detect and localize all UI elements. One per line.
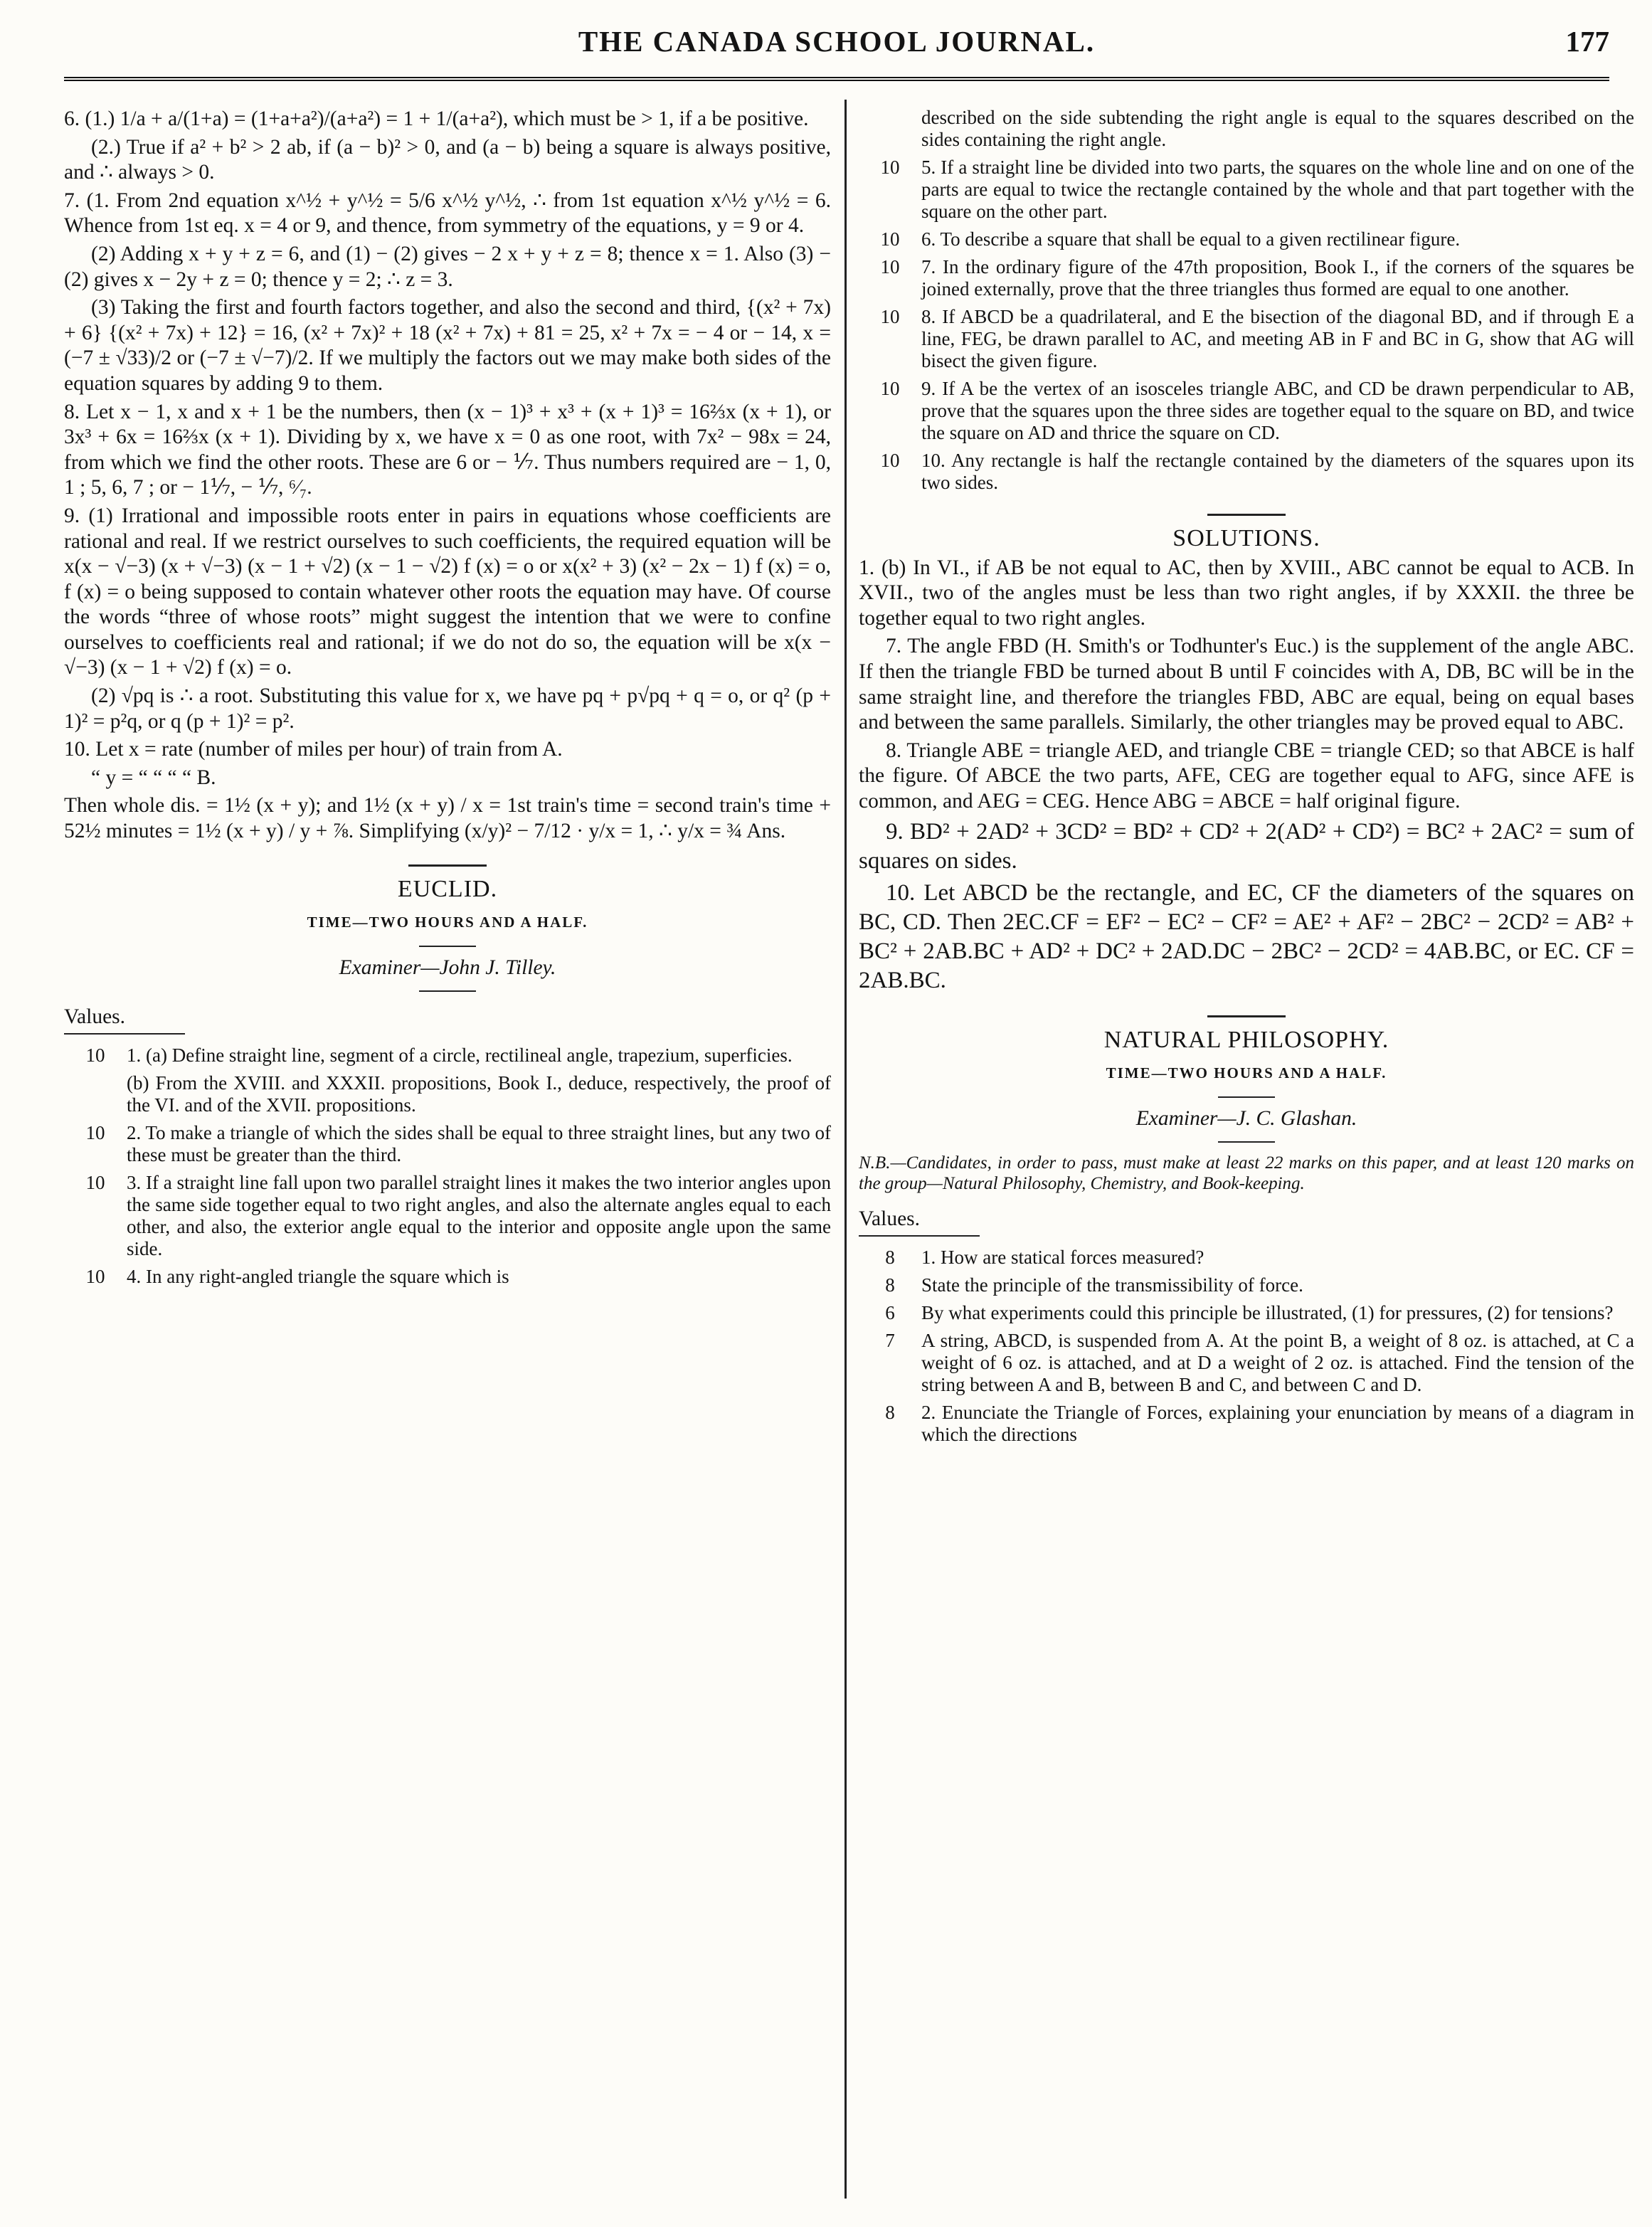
answer-9-2: (2) √pq is ∴ a root. Substituting this value for x, we have pq + p√pq + q = o, or q² (p + 1)² = p²q, or q (p + 1)² = p². xyxy=(64,684,831,733)
euclid-question xyxy=(64,1072,831,1116)
marks-value: 10 xyxy=(880,228,900,250)
marks-value: 10 xyxy=(85,1122,105,1143)
marks-value: 8 xyxy=(885,1246,895,1268)
left-column xyxy=(64,107,831,1294)
page-number: 177 xyxy=(1565,25,1609,58)
question-text: 1. How are statical forces measured? xyxy=(921,1246,1204,1268)
values-rule xyxy=(859,1235,980,1237)
euclid-title: EUCLID. xyxy=(64,864,831,902)
marks-value: 10 xyxy=(880,157,900,178)
header-rule xyxy=(64,77,1609,81)
marks-value: 8 xyxy=(885,1401,895,1423)
question-text: By what experiments could this principle be illustrated, (1) for pressures, (2) for tensions? xyxy=(921,1301,1614,1323)
euclid-time: TIME—TWO HOURS AND A HALF. xyxy=(64,910,831,947)
question-text: described on the side subtending the right angle is equal to the squares described on the sides containing the right angle. xyxy=(921,107,1634,150)
question-text: 6. To describe a square that shall be equal to a given rectilinear figure. xyxy=(921,228,1461,250)
question-text: (b) From the XVIII. and XXXII. propositions, Book I., deduce, respectively, the proof of the VI. and of the XVII. propositions. xyxy=(127,1072,831,1116)
answer-9-1: 9. (1) Irrational and impossible roots enter in pairs in equations whose coefficients are rational and real. If we restrict ourselves to such coefficients, the required equation will be x(x − √−3) (x + √−3) (x − 1 + √2) (x − 1 − √2) f (x) = o or x(x² + 3) (x² − 2x − 1) f (x) = o, f (x) = o being supposed to contain whatever other roots the equation may have. Of course the words “three of whose roots” might suggest the intention that we were to confine ourselves to coefficients real and rational; if we do not do so, the equation will be x(x − √−3) (x − 1 + √2) f (x) = o. xyxy=(64,504,831,679)
answer-7-1: 7. (1. From 2nd equation x^½ + y^½ = 5/6 x^½ y^½, ∴ from 1st equation x^½ y^½ = 6. Whence from 1st eq. x = 4 or 9, and thence, from symmetry of the equations, y = 9 or 4. xyxy=(64,189,831,238)
euclid-values-label: Values. xyxy=(64,1005,126,1029)
marks-value: 10 xyxy=(880,378,900,399)
question-text: State the principle of the transmissibility of force. xyxy=(921,1274,1303,1296)
np-values-label: Values. xyxy=(859,1207,921,1231)
question-text: 2. Enunciate the Triangle of Forces, explaining your enunciation by means of a diagram in which the directions xyxy=(921,1401,1634,1445)
answer-7-3: (3) Taking the first and fourth factors together, and also the second and third, {(x² + 7x) + 6} {(x² + 7x) + 12} = 16, (x² + 7x)² + 18 (x² + 7x) + 81 = 25, x² + 7x = − 4 or − 14, x = (−7 ± √33)/2 or (−7 ± √−7)/2. If we multiply the factors out we may make both sides of the equation squares by adding 9 to them. xyxy=(64,296,831,395)
answer-6-2: (2.) True if a² + b² > 2 ab, if (a − b)² > 0, and (a − b) being a square is always positive, and ∴ always > 0. xyxy=(64,135,831,184)
np-question xyxy=(859,1274,1634,1296)
solution-7: 7. The angle FBD (H. Smith's or Todhunter's Euc.) is the supplement of the angle ABC. If then the triangle FBD be turned about B until F coincides with A, DB, BC will be in the same straight line, and therefore the triangles FBD, ABC are equal, being on equal bases and between the same parallels. Similarly, the other triangles may be proved equal to ABC. xyxy=(859,635,1634,734)
answer-10-a: 10. Let x = rate (number of miles per hour) of train from A. xyxy=(64,738,563,761)
euclid-question xyxy=(859,378,1634,444)
answer-6-1: 6. (1.) 1/a + a/(1+a) = (1+a+a²)/(a+a²) = 1 + 1/(a+a²), which must be > 1, if a be positive. xyxy=(64,107,809,130)
marks-value xyxy=(859,107,921,151)
page-header xyxy=(64,20,1609,63)
euclid-question xyxy=(859,256,1634,300)
values-rule xyxy=(64,1033,185,1035)
question-text: A string, ABCD, is suspended from A. At the point B, a weight of 8 oz. is attached, at C a weight of 6 oz. is attached, and at D a weight of 2 oz. is attached. Find the tension of the string between A and B, between B and C, and between C and D. xyxy=(921,1329,1634,1395)
marks-value: 10 xyxy=(880,450,900,471)
marks-value: 10 xyxy=(85,1044,105,1066)
marks-value: 7 xyxy=(885,1329,895,1351)
euclid-question-continued xyxy=(859,107,1634,151)
euclid-question xyxy=(64,1266,831,1288)
euclid-question xyxy=(64,1172,831,1260)
question-text: 10. Any rectangle is half the rectangle contained by the diameters of the squares upon its two sides. xyxy=(921,450,1634,493)
question-text: 2. To make a triangle of which the sides shall be equal to three straight lines, but any two of these must be greater than the third. xyxy=(127,1122,831,1165)
answer-10-b: “ y = “ “ “ “ B. xyxy=(91,766,216,789)
answer-7-2: (2) Adding x + y + z = 6, and (1) − (2) gives − 2 x + y + z = 8; thence x = 1. Also (3) − (2) gives x − 2y + z = 0; thence y = 2; ∴ z = 3. xyxy=(64,242,831,291)
solutions-title: SOLUTIONS. xyxy=(859,514,1634,551)
marks-value: 10 xyxy=(880,306,900,327)
np-question xyxy=(859,1302,1634,1324)
euclid-question xyxy=(859,450,1634,494)
euclid-question xyxy=(859,228,1634,250)
journal-title: THE CANADA SCHOOL JOURNAL. xyxy=(578,25,1096,58)
marks-value: 10 xyxy=(880,256,900,277)
np-question xyxy=(859,1402,1634,1446)
question-text: 5. If a straight line be divided into two parts, the squares on the whole line and on one of the parts are equal to twice the rectangle contained by the whole and that part together with the square on the other part. xyxy=(921,157,1634,222)
answer-10-c: Then whole dis. = 1½ (x + y); and 1½ (x + y) / x = 1st train's time = second train's time + 52½ minutes = 1½ (x + y) / y + ⅞. Simplifying (x/y)² − 7/12 · y/x = 1, ∴ y/x = ¾ Ans. xyxy=(64,794,831,843)
marks-value: 10 xyxy=(85,1266,105,1287)
marks-value: 8 xyxy=(885,1274,895,1296)
solution-8: 8. Triangle ABE = triangle AED, and triangle CBE = triangle CED; so that ABCE is half the figure. Of ABCE the two parts, AFE, CEG are together equal to AFG, since AFE is common, and AEG = CEG. Hence ABG = ABCE = half original figure. xyxy=(859,739,1634,813)
solution-10: 10. Let ABCD be the rectangle, and EC, CF the diameters of the squares on BC, CD. Then 2EC.CF = EF² − EC² − CF² = AE² + AF² − 2BC² − 2CD² = AB² + BC² + 2AB.BC + AD² + DC² + 2AD.DC − 2BC² − 2CD² = 4AB.BC, or EC. CF = 2AB.BC. xyxy=(859,879,1634,993)
question-text: 8. If ABCD be a quadrilateral, and E the bisection of the diagonal BD, and if through E a line, FEG, be drawn parallel to AC, and meeting AB in F and BC in G, show that AG will bisect the given figure. xyxy=(921,306,1634,371)
natural-philosophy-examiner: Examiner—J. C. Glashan. xyxy=(859,1106,1634,1143)
euclid-question xyxy=(64,1044,831,1067)
natural-philosophy-time: TIME—TWO HOURS AND A HALF. xyxy=(859,1061,1634,1098)
question-text: 3. If a straight line fall upon two parallel straight lines it makes the two interior angles upon the same side together equal to two right angles, and also the alternate angles equal to each other, and also, the exterior angle equal to the interior and opposite angle upon the same side. xyxy=(127,1172,831,1259)
marks-value xyxy=(64,1072,127,1116)
np-question xyxy=(859,1247,1634,1269)
marks-value: 6 xyxy=(885,1301,895,1323)
question-text: 1. (a) Define straight line, segment of a circle, rectilineal angle, trapezium, superficies. xyxy=(127,1044,793,1066)
answer-8: 8. Let x − 1, x and x + 1 be the numbers, then (x − 1)³ + x³ + (x + 1)³ = 16⅔x (x + 1), or 3x³ + 6x = 16⅔x (x + 1). Dividing by x, we have x = 0 as one root, with 7x² − 98x = 24, from which we find the other roots. These are 6 or − ⅐. Thus numbers required are − 1, 0, 1 ; 5, 6, 7 ; or − 1⅐, − ⅐, ⁶⁄₇. xyxy=(64,400,831,499)
question-text: 7. In the ordinary figure of the 47th proposition, Book I., if the corners of the squares be joined externally, prove that the three triangles thus formed are equal to one another. xyxy=(921,256,1634,300)
question-text: 9. If A be the vertex of an isosceles triangle ABC, and CD be drawn perpendicular to AB, prove that the squares upon the three sides are together equal to the square on BD, and twice the square on AD and thrice the square on CD. xyxy=(921,378,1634,443)
question-text: 4. In any right-angled triangle the square which is xyxy=(127,1266,509,1287)
euclid-question xyxy=(859,306,1634,372)
euclid-question xyxy=(64,1122,831,1166)
nb-note: N.B.—Candidates, in order to pass, must make at least 22 marks on this paper, and at least 120 marks on the group—Natural Philosophy, Chemistry, and Book-keeping. xyxy=(859,1153,1634,1194)
solution-9: 9. BD² + 2AD² + 3CD² = BD² + CD² + 2(AD² + CD²) = BC² + 2AC² = sum of squares on sides. xyxy=(859,818,1634,874)
column-divider xyxy=(844,100,847,2199)
marks-value: 10 xyxy=(85,1172,105,1193)
euclid-examiner: Examiner—John J. Tilley. xyxy=(64,956,831,993)
right-column xyxy=(859,107,1634,1451)
np-question xyxy=(859,1330,1634,1396)
solution-1: 1. (b) In VI., if AB be not equal to AC, then by XVIII., ABC cannot be equal to ACB. In XVII., two of the angles must be less than two right angles, if by XXXII. the three be together equal to two right angles. xyxy=(859,556,1634,630)
euclid-question xyxy=(859,157,1634,223)
natural-philosophy-title: NATURAL PHILOSOPHY. xyxy=(859,1015,1634,1053)
